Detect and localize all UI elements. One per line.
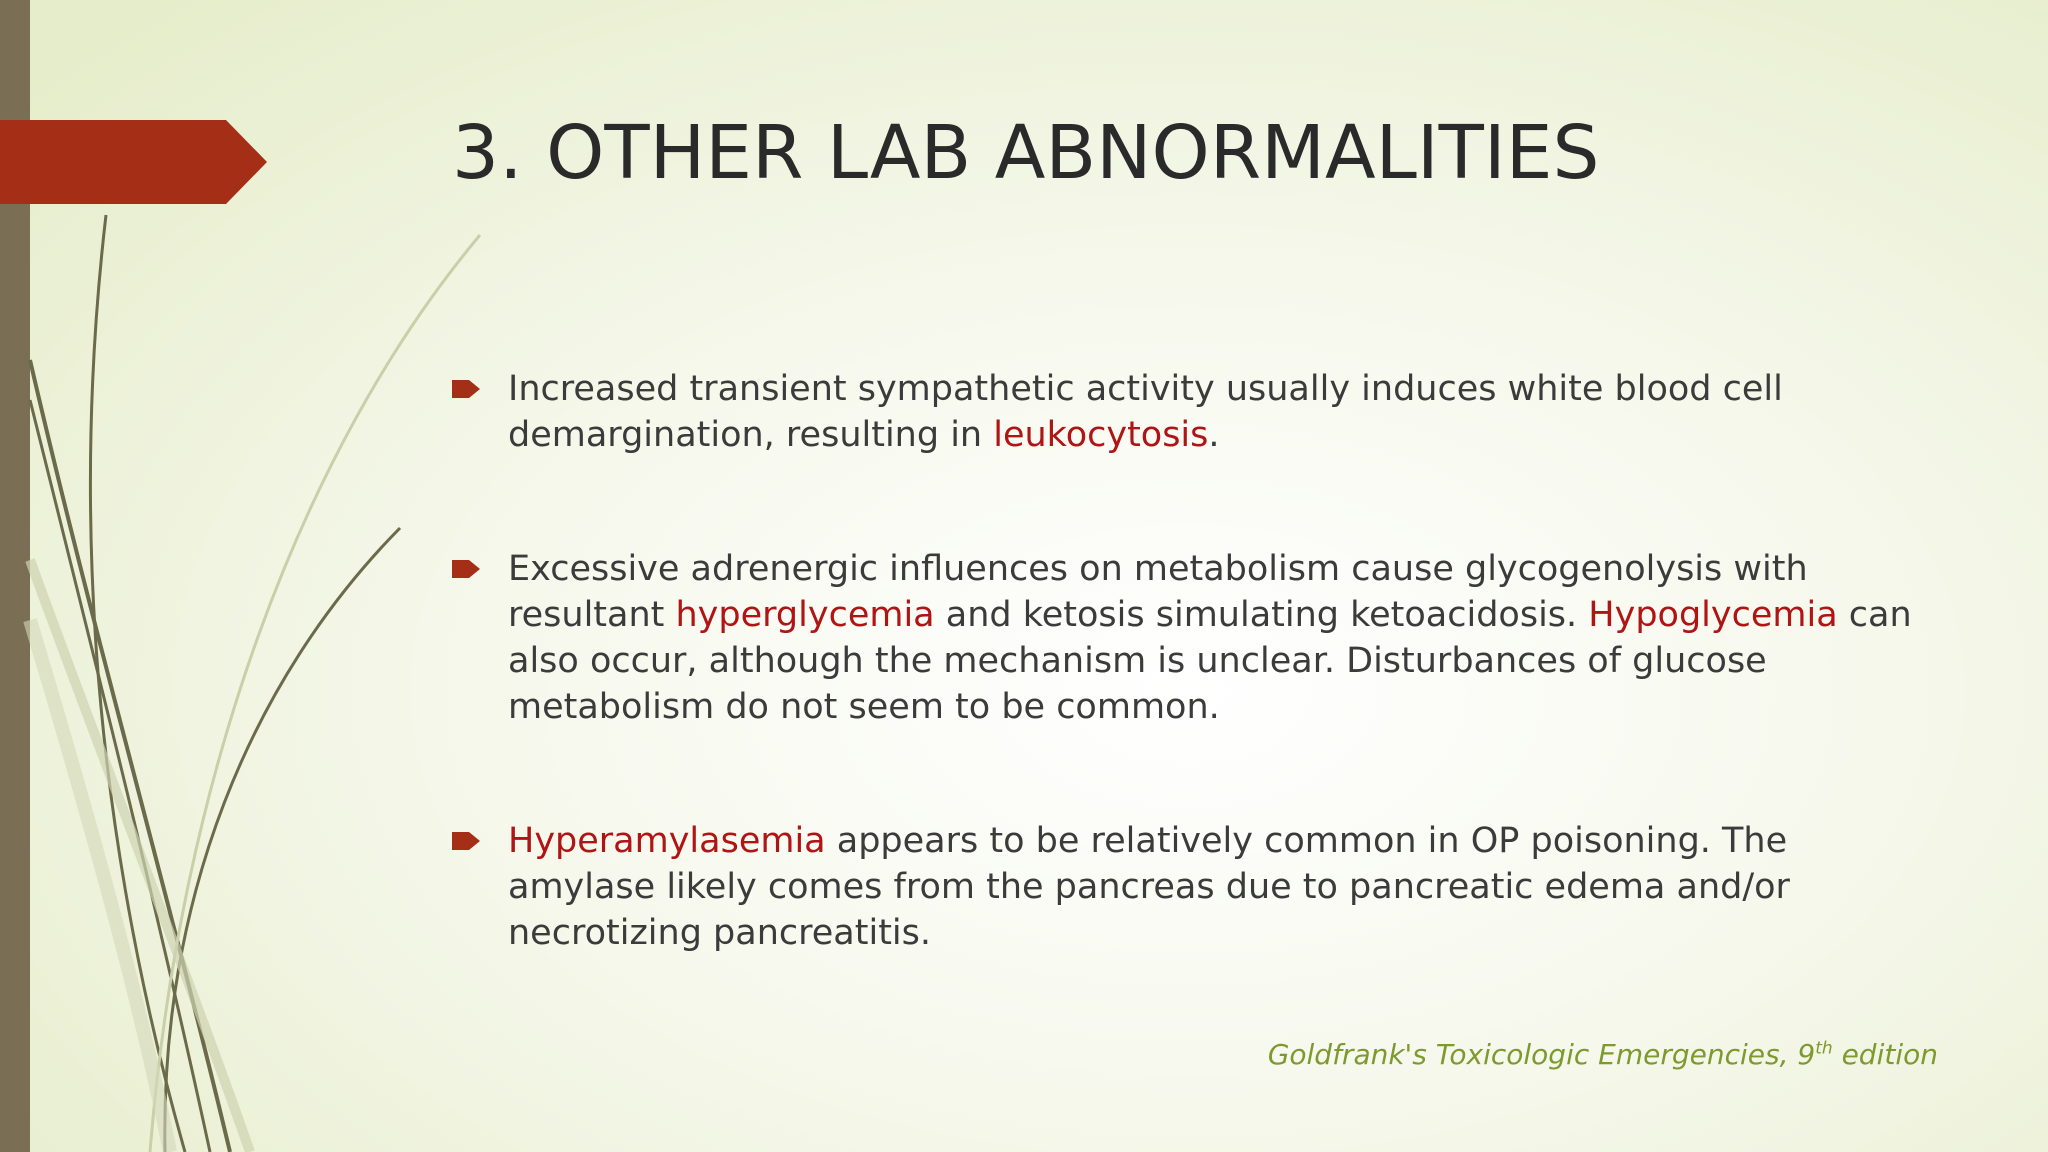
text-segment: . xyxy=(1208,415,1220,455)
bullet-text xyxy=(508,369,1783,455)
citation-superscript: th xyxy=(1815,1038,1833,1059)
grass-stem xyxy=(30,360,230,1152)
slide-title: 3. OTHER LAB ABNORMALITIES xyxy=(452,110,1600,196)
grass-stem xyxy=(30,560,250,1152)
bullet-item xyxy=(452,818,1922,956)
text-segment: can also occur, although the mechanism is unclear. Disturbances of glucose metabolism do not seem to be common. xyxy=(508,595,1912,727)
citation-main: Goldfrank's Toxicologic Emergencies, 9 xyxy=(1267,1038,1816,1071)
text-segment: appears to be relatively common in OP poisoning. The amylase likely comes from the pancreas due to pancreatic edema and/or necrotizing pancreatitis. xyxy=(508,821,1790,953)
arrow-bullet-icon xyxy=(452,380,480,398)
bullet-list xyxy=(452,366,1922,1044)
bullet-text xyxy=(508,821,1790,953)
highlight-term: Hypoglycemia xyxy=(1588,595,1838,635)
bullet-text xyxy=(508,549,1912,727)
text-segment: Increased transient sympathetic activity usually induces white blood cell demargination, resulting in xyxy=(508,369,1783,455)
text-segment: and ketosis simulating ketoacidosis. xyxy=(934,595,1589,635)
bullet-item xyxy=(452,546,1922,730)
highlight-term: leukocytosis xyxy=(993,415,1209,455)
bullet-item xyxy=(452,366,1922,458)
arrow-bullet-icon xyxy=(452,832,480,850)
source-citation xyxy=(1268,1038,1938,1071)
citation-tail: edition xyxy=(1832,1038,1938,1071)
arrow-bullet-icon xyxy=(452,560,480,578)
highlight-term: hyperglycemia xyxy=(675,595,935,635)
title-arrow-banner-icon xyxy=(0,120,267,204)
text-segment: Excessive adrenergic influences on metabolism cause glycogenolysis with resultant xyxy=(508,549,1808,635)
grass-stem xyxy=(30,400,210,1152)
highlight-term: Hyperamylasemia xyxy=(508,821,826,861)
grass-stem xyxy=(165,528,400,1152)
